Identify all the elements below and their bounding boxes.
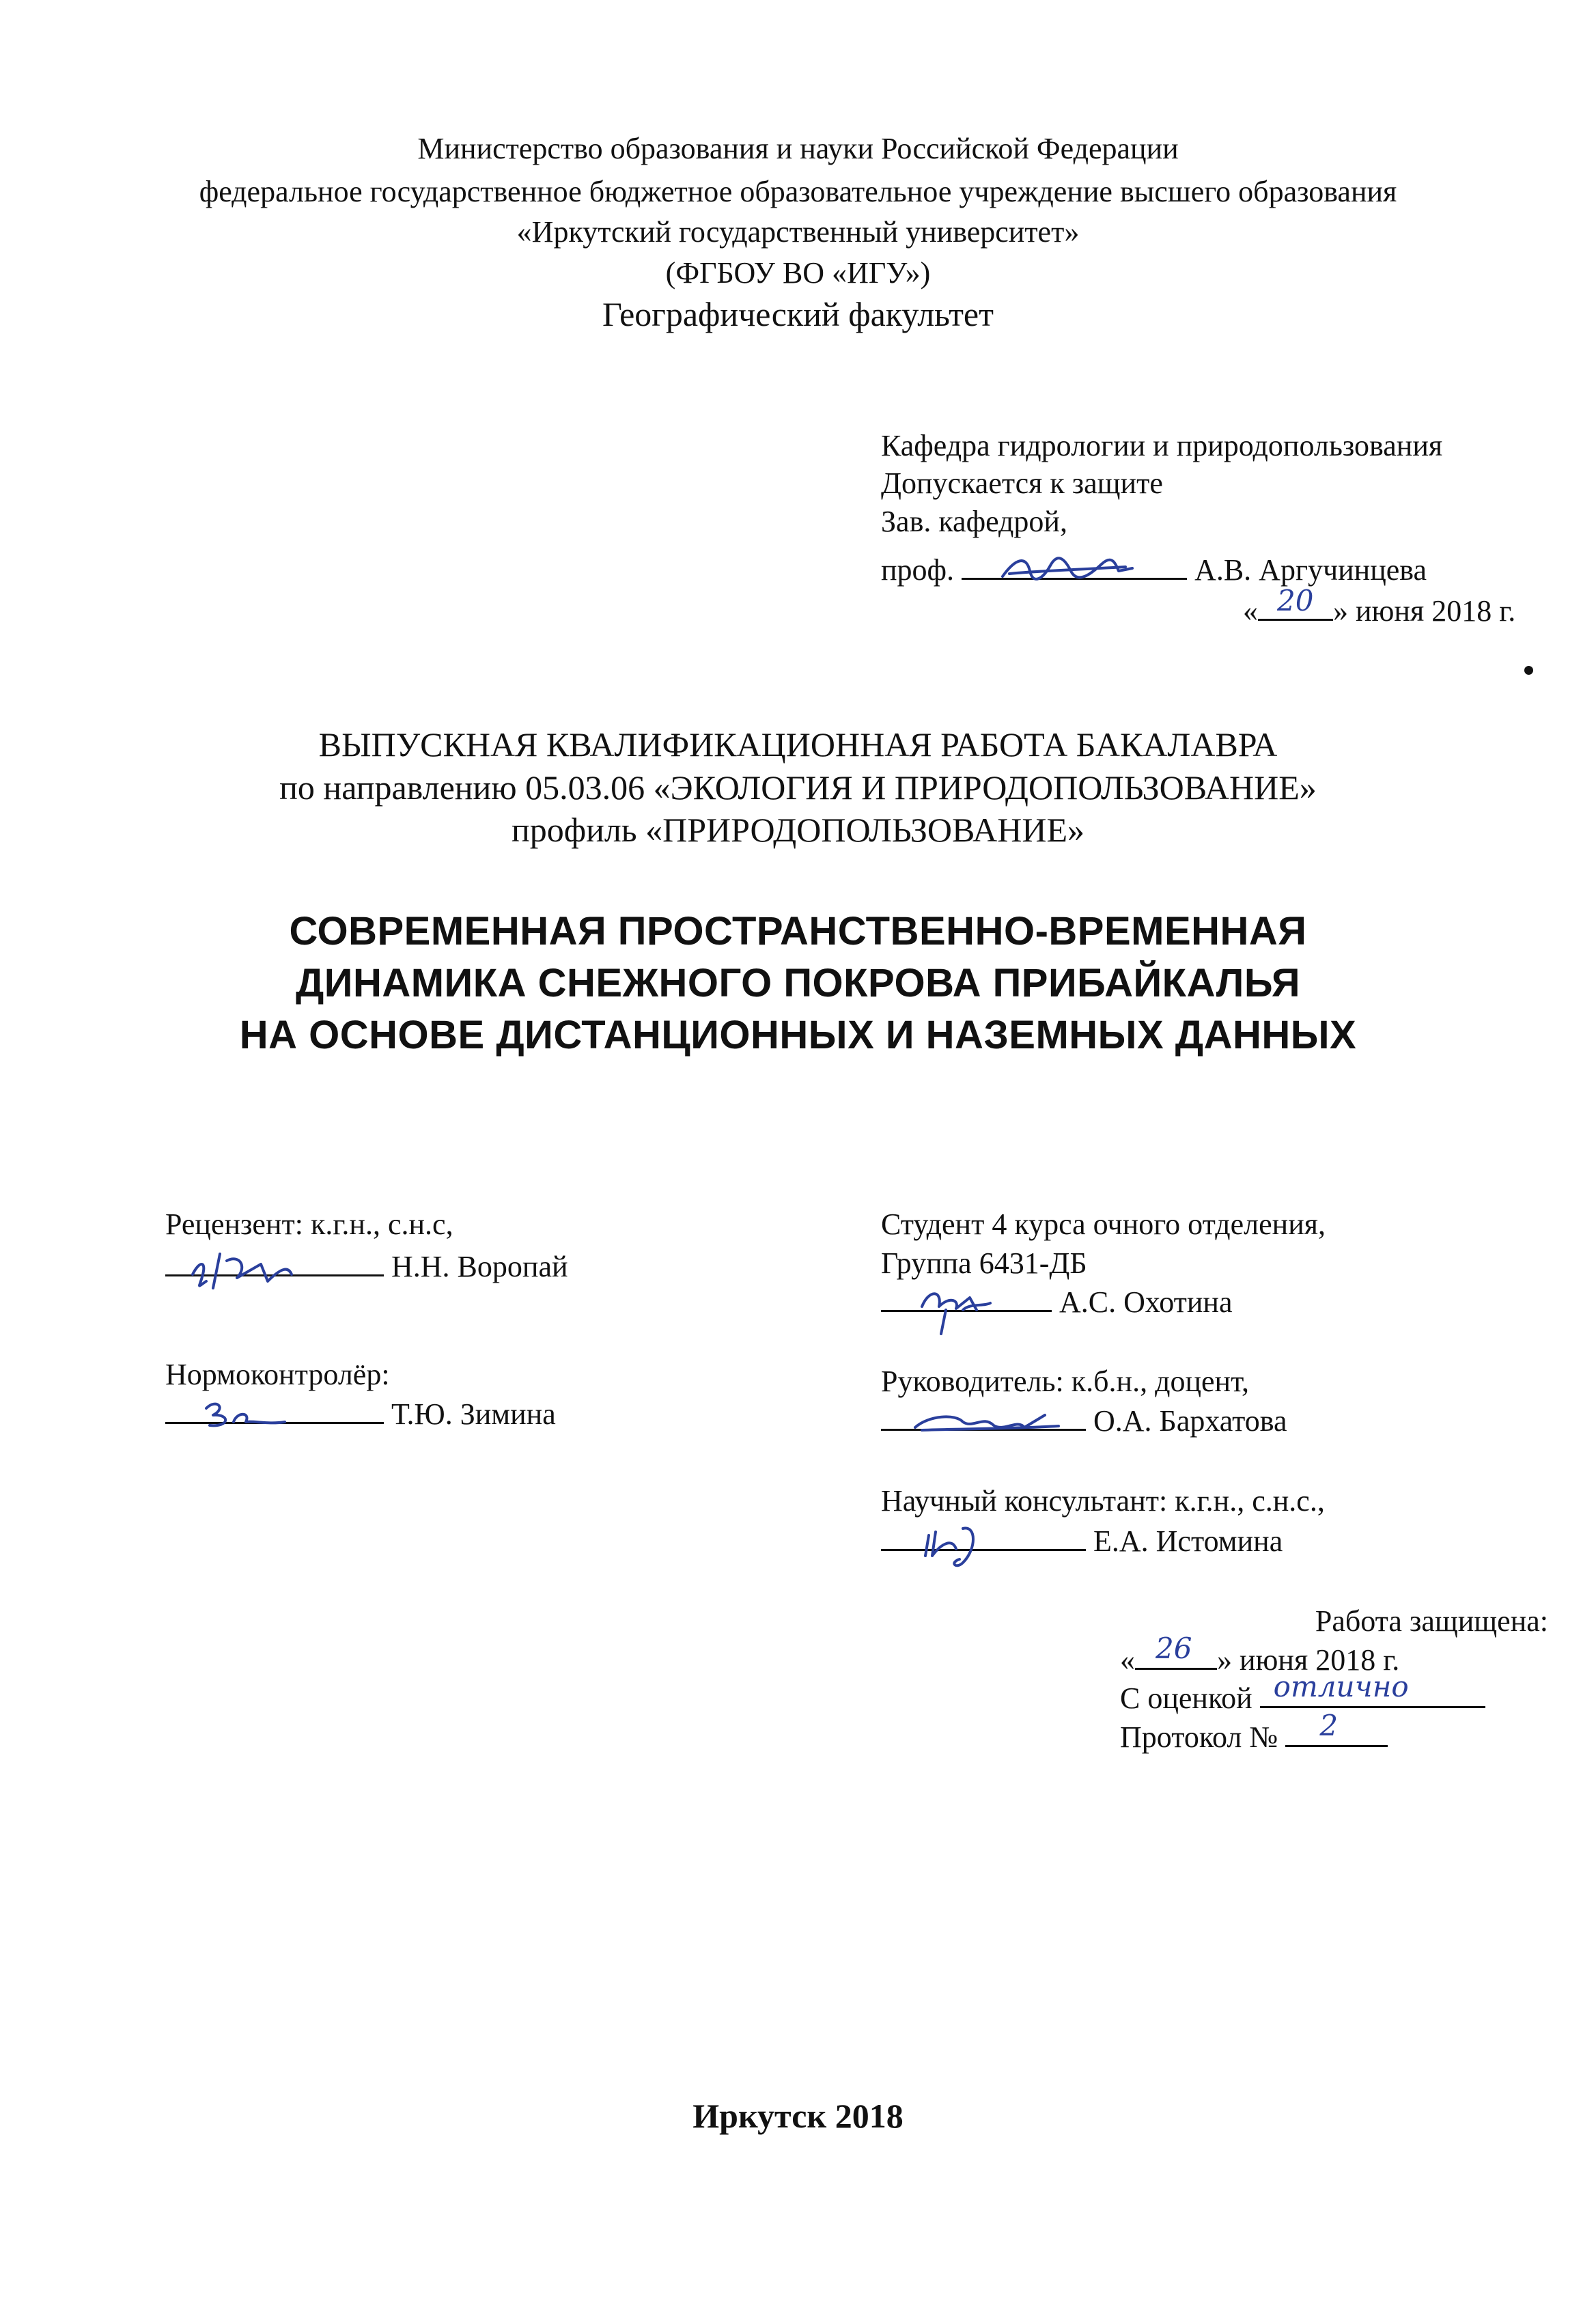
consultant-signature-line bbox=[881, 1522, 1283, 1561]
consultant-label: Научный консультант: к.г.н., с.н.с., bbox=[881, 1484, 1325, 1518]
head-signature-scribble bbox=[962, 550, 1187, 591]
group-line: Группа 6431-ДБ bbox=[881, 1246, 1087, 1280]
normcontrol-signature-line bbox=[165, 1395, 556, 1434]
defense-date-rest: » июня 2018 г. bbox=[1217, 1643, 1400, 1677]
reviewer-signature-line bbox=[165, 1247, 568, 1286]
consultant-signature-field bbox=[881, 1522, 1086, 1551]
consultant-name: Е.А. Истомина bbox=[1093, 1524, 1283, 1558]
work-title-line-1: СОВРЕМЕННАЯ ПРОСТРАНСТВЕННО-ВРЕМЕННАЯ bbox=[289, 909, 1307, 953]
admitted-line: Допускается к защите bbox=[881, 466, 1163, 500]
grade-label: С оценкой bbox=[1120, 1681, 1252, 1715]
supervisor-label: Руководитель: к.б.н., доцент, bbox=[881, 1365, 1249, 1398]
faculty-line: Географический факультет bbox=[602, 295, 994, 333]
protocol-field bbox=[1285, 1709, 1388, 1747]
approval-date-line bbox=[1243, 584, 1516, 630]
consultant-signature-scribble bbox=[881, 1522, 1086, 1576]
work-title-line-2: ДИНАМИКА СНЕЖНОГО ПОКРОВА ПРИБАЙКАЛЬЯ bbox=[295, 961, 1301, 1005]
normcontrol-name: Т.Ю. Зимина bbox=[391, 1397, 556, 1431]
reviewer-signature-field bbox=[165, 1247, 384, 1276]
abbreviation-line: (ФГБОУ ВО «ИГУ») bbox=[665, 256, 931, 290]
student-label: Студент 4 курса очного отделения, bbox=[881, 1207, 1326, 1241]
normcontrol-signature-field bbox=[165, 1395, 384, 1424]
defended-line: Работа защищена: bbox=[1315, 1604, 1548, 1638]
head-role-line: Зав. кафедрой, bbox=[881, 505, 1067, 538]
grade-field bbox=[1260, 1670, 1485, 1708]
reviewer-label: Рецензент: к.г.н., с.н.с, bbox=[165, 1207, 453, 1241]
head-signature-line bbox=[881, 550, 1427, 589]
approval-date-day: 20 bbox=[1277, 584, 1314, 617]
city-year: Иркутск 2018 bbox=[692, 2097, 904, 2135]
university-line: «Иркутский государственный университет» bbox=[516, 215, 1080, 249]
institution-type-line: федеральное государственное бюджетное образовательное учреждение высшего образования bbox=[199, 175, 1397, 208]
student-signature-field bbox=[881, 1283, 1052, 1312]
student-signature-line bbox=[881, 1283, 1233, 1322]
reviewer-name: Н.Н. Воропай bbox=[391, 1250, 568, 1283]
head-name: А.В. Аргучинцева bbox=[1194, 553, 1427, 587]
reviewer-signature-scribble bbox=[165, 1247, 384, 1295]
protocol-line bbox=[1120, 1709, 1388, 1757]
normcontrol-label: Нормоконтролёр: bbox=[165, 1358, 390, 1391]
defense-date-day: 26 bbox=[1156, 1632, 1192, 1665]
department-line: Кафедра гидрологии и природопользования bbox=[881, 429, 1443, 462]
ministry-line: Министерство образования и науки Российской Федерации bbox=[417, 132, 1179, 165]
defense-date-day-field bbox=[1135, 1632, 1217, 1670]
grade-line bbox=[1120, 1670, 1485, 1718]
protocol-value: 2 bbox=[1319, 1709, 1339, 1742]
supervisor-signature-field bbox=[881, 1401, 1086, 1431]
approval-date-rest: » июня 2018 г. bbox=[1333, 594, 1516, 628]
normcontrol-signature-scribble bbox=[165, 1395, 384, 1442]
profile-line: профиль «ПРИРОДОПОЛЬЗОВАНИЕ» bbox=[511, 811, 1085, 849]
work-type-line: ВЫПУСКНАЯ КВАЛИФИКАЦИОННАЯ РАБОТА БАКАЛАВРА bbox=[318, 725, 1278, 764]
student-name: А.С. Охотина bbox=[1059, 1285, 1233, 1319]
head-prefix: проф. bbox=[881, 553, 955, 587]
student-signature-scribble bbox=[881, 1283, 1052, 1337]
grade-value: отлично bbox=[1273, 1670, 1409, 1703]
direction-line: по направлению 05.03.06 «ЭКОЛОГИЯ И ПРИРОДОПОЛЬЗОВАНИЕ» bbox=[279, 768, 1317, 807]
approval-date-day-field bbox=[1258, 584, 1333, 621]
protocol-label: Протокол № bbox=[1120, 1720, 1278, 1754]
supervisor-signature-line bbox=[881, 1401, 1287, 1440]
ink-dot bbox=[1524, 666, 1533, 675]
approval-date-open-quote: « bbox=[1243, 594, 1258, 628]
work-title-line-3: НА ОСНОВЕ ДИСТАНЦИОННЫХ И НАЗЕМНЫХ ДАННЫХ bbox=[239, 1013, 1357, 1057]
supervisor-name: О.А. Бархатова bbox=[1093, 1404, 1287, 1438]
defense-date-open-quote: « bbox=[1120, 1643, 1135, 1677]
supervisor-signature-scribble bbox=[881, 1401, 1086, 1449]
head-signature-field bbox=[962, 550, 1187, 580]
